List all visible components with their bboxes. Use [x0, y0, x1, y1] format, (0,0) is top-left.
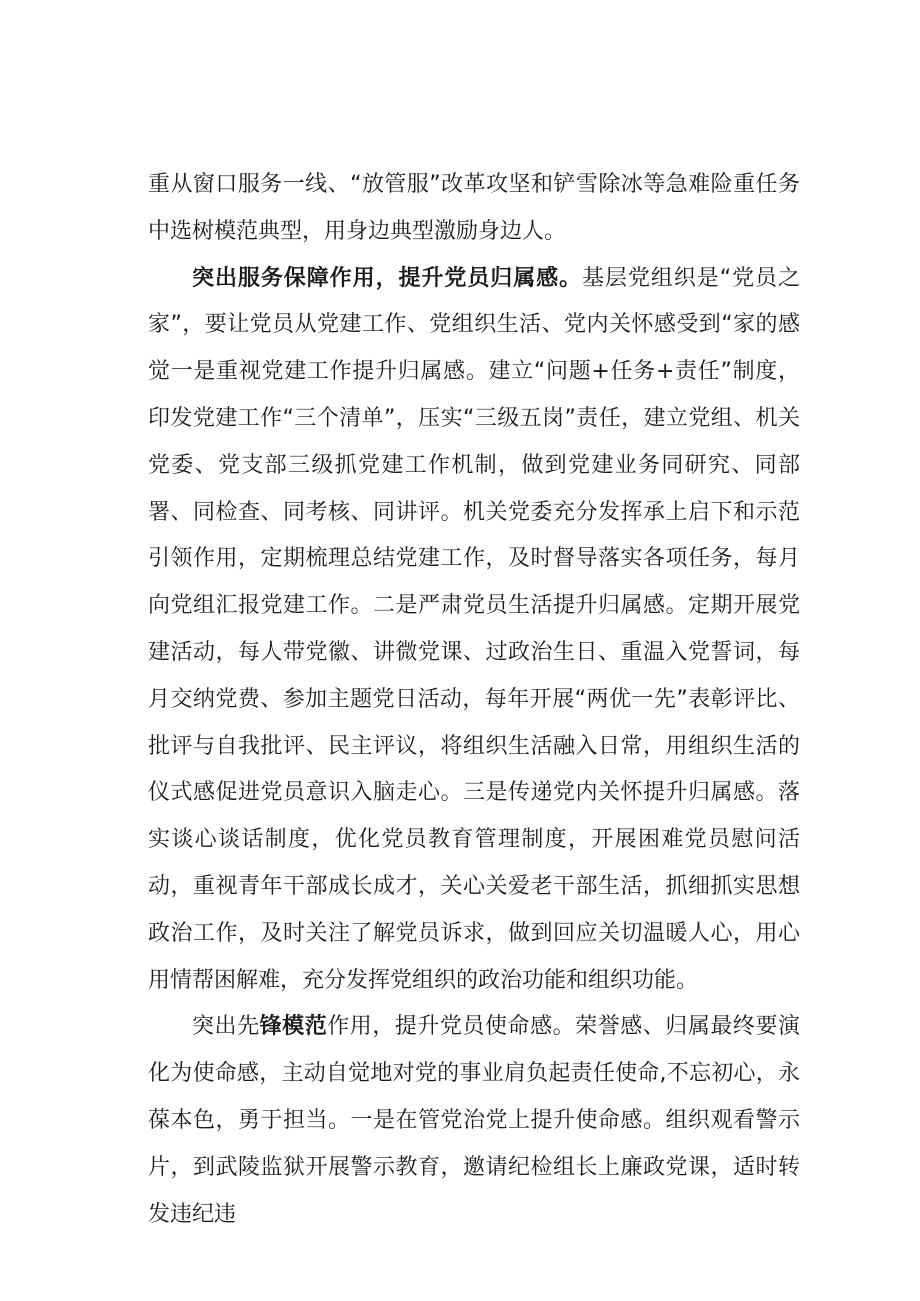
paragraph-text: 作用，提升党员使命感。荣誉感、归属最终要演化为使命感，主动自觉地对党的事业肩负起责任使命,不忘初心，永葆本色，勇于担当。一是在管党治党上提升使命感。组织观看警示片，到武陵监狱开展警示教育，邀请纪检组长上廉政党课，适时转发违纪违: [148, 1014, 800, 1227]
paragraph-bold-phrase: 锋模范: [259, 1014, 328, 1040]
paragraph-text: 突出先: [192, 1014, 260, 1040]
paragraph-service-guarantee: [148, 256, 800, 1005]
paragraph-text: 基层党组织是“党员之家”，要让党员从党建工作、党组织生活、党内关怀感受到“家的感觉一是重视党建工作提升归属感。建立“问题+任务+责任”制度，印发党建工作“三个清单”，压实“三级五岗”责任，建立党组、机关党委、党支部三级抓党建工作机制，做到党建业务同研究、同部署、同检查、同考核、同讲评。机关党委充分发挥承上启下和示范引领作用，定期梳理总结党建工作，及时督导落实各项任务，每月向党组汇报党建工作。二是严肃党员生活提升归属感。定期开展党建活动，每人带党徽、讲微党课、过政治生日、重温入党誓词，每月交纳党费、参加主题党日活动，每年开展“两优一先”表彰评比、批评与自我批评、民主评议，将组织生活融入日常，用组织生活的仪式感促进党员意识入脑走心。三是传递党内关怀提升归属感。落实谈心谈话制度，优化党员教育管理制度，开展困难党员慰问活动，重视青年干部成长成才，关心关爱老干部生活，抓细抓实思想政治工作，及时关注了解党员诉求，做到回应关切温暖人心，用心用情帮困解难，充分发挥党组织的政治功能和组织功能。: [148, 265, 800, 993]
paragraph-continuation: [148, 162, 800, 256]
paragraph-vanguard-model: [148, 1004, 800, 1238]
paragraph-heading-bold: 突出服务保障作用，提升党员归属感。: [192, 265, 583, 291]
document-body: [148, 162, 800, 1238]
paragraph-text: 重从窗口服务一线、“放管服”改革攻坚和铲雪除冰等急难险重任务中选树模范典型，用身边典型激励身边人。: [148, 172, 800, 244]
